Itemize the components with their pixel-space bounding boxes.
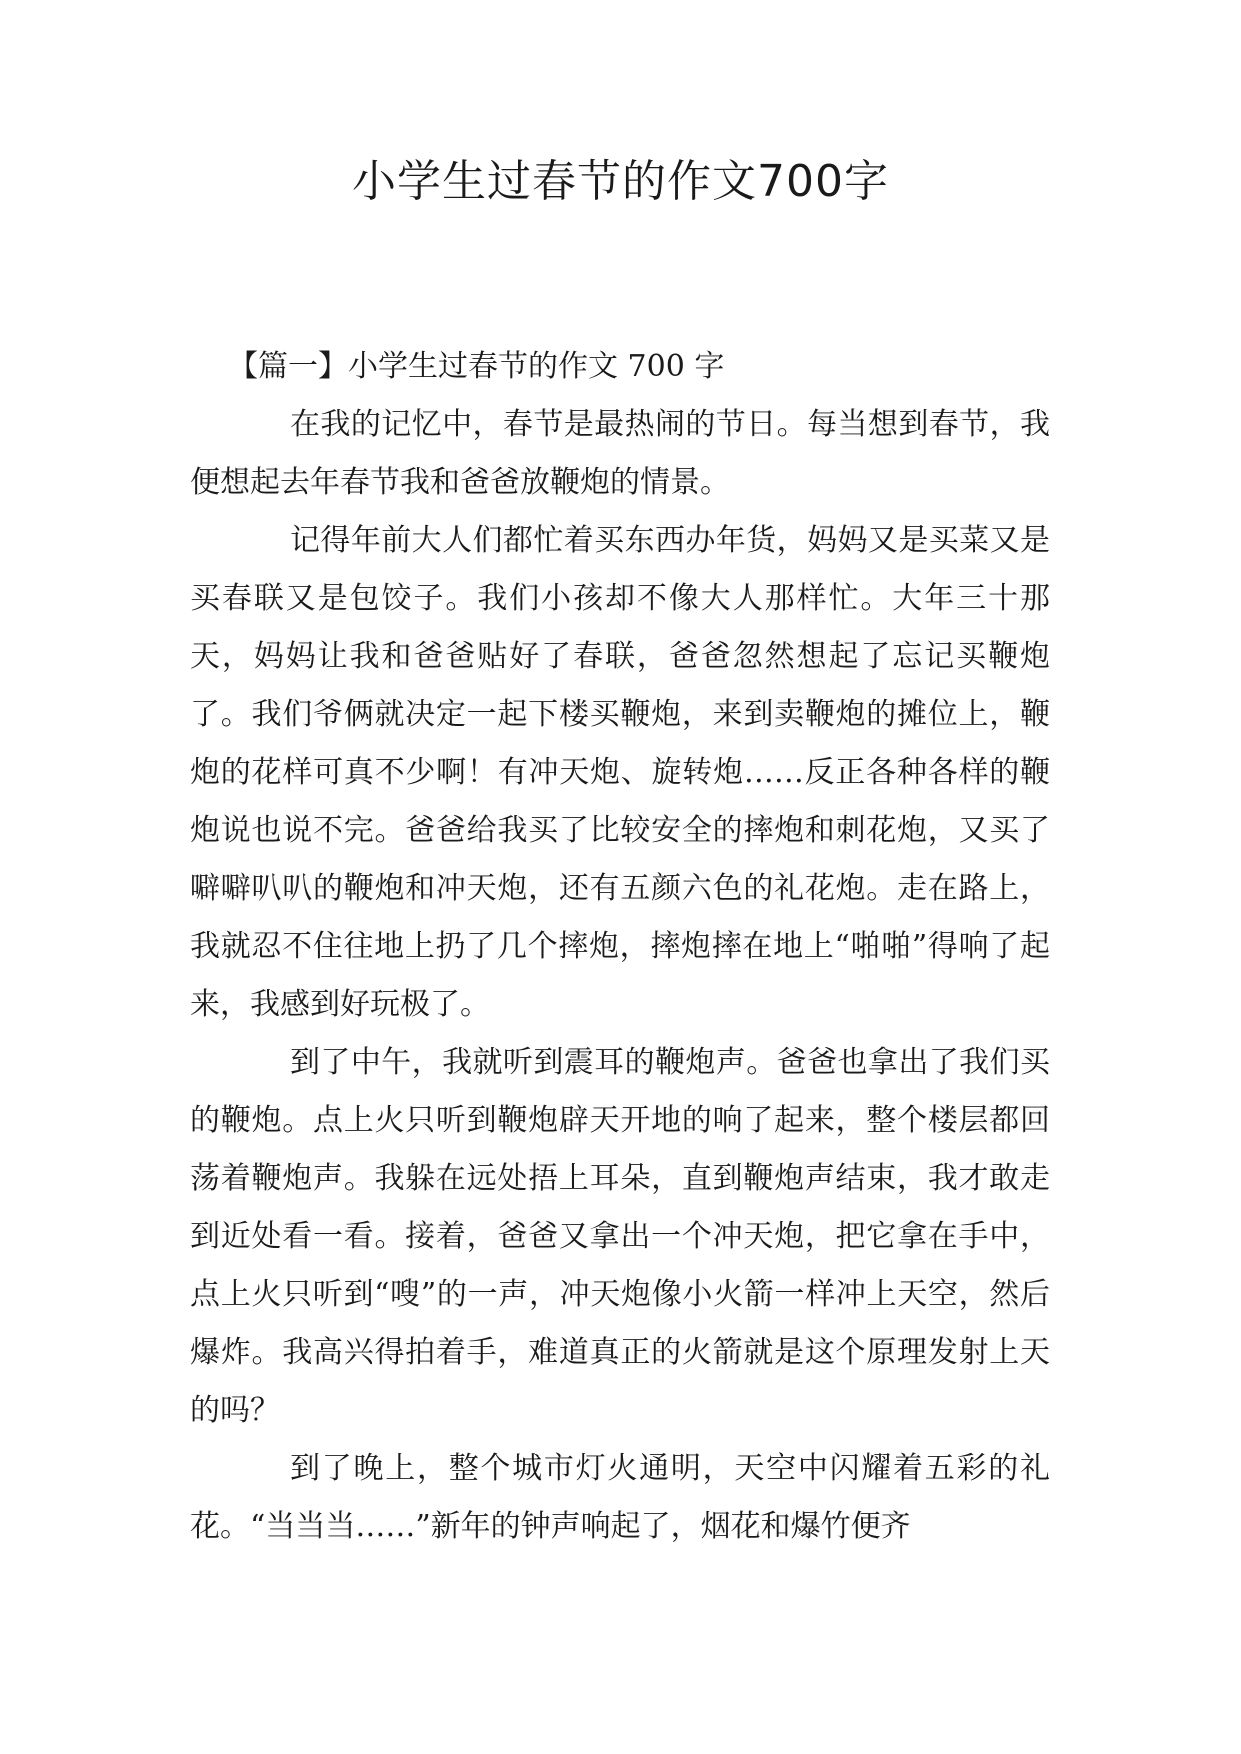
section-heading: 【篇一】小学生过春节的作文 700 字 bbox=[228, 349, 725, 384]
paragraph: 到了中午，我就听到震耳的鞭炮声。爸爸也拿出了我们买的鞭炮。点上火只听到鞭炮辟天开地的响了起来，整个楼层都回荡着鞭炮声。我躲在远处捂上耳朵，直到鞭炮声结束，我才敢走到近处看一看。接着，爸爸又拿出一个冲天炮，把它拿在手中，点上火只听到“嗖”的一声，冲天炮像小火箭一样冲上天空，然后爆炸。我高兴得拍着手，难道真正的火箭就是这个原理发射上天的吗？ bbox=[190, 1045, 1050, 1428]
paragraph: 在我的记忆中，春节是最热闹的节日。每当想到春节，我便想起去年春节我和爸爸放鞭炮的情景。 bbox=[190, 407, 1050, 500]
paragraph: 记得年前大人们都忙着买东西办年货，妈妈又是买菜又是买春联又是包饺子。我们小孩却不像大人那样忙。大年三十那天，妈妈让我和爸爸贴好了春联，爸爸忽然想起了忘记买鞭炮了。我们爷俩就决定一起下楼买鞭炮，来到卖鞭炮的摊位上，鞭炮的花样可真不少啊！有冲天炮、旋转炮……反正各种各样的鞭炮说也说不完。爸爸给我买了比较安全的摔炮和刺花炮，又买了噼噼叭叭的鞭炮和冲天炮，还有五颜六色的礼花炮。走在路上，我就忍不住往地上扔了几个摔炮，摔炮摔在地上“啪啪”得响了起来，我感到好玩极了。 bbox=[190, 523, 1050, 1022]
document-title: 小学生过春节的作文700字 bbox=[352, 156, 889, 207]
paragraph: 到了晚上，整个城市灯火通明，天空中闪耀着五彩的礼花。“当当当……”新年的钟声响起了，烟花和爆竹便齐 bbox=[190, 1451, 1050, 1544]
document-body bbox=[190, 338, 1050, 1556]
